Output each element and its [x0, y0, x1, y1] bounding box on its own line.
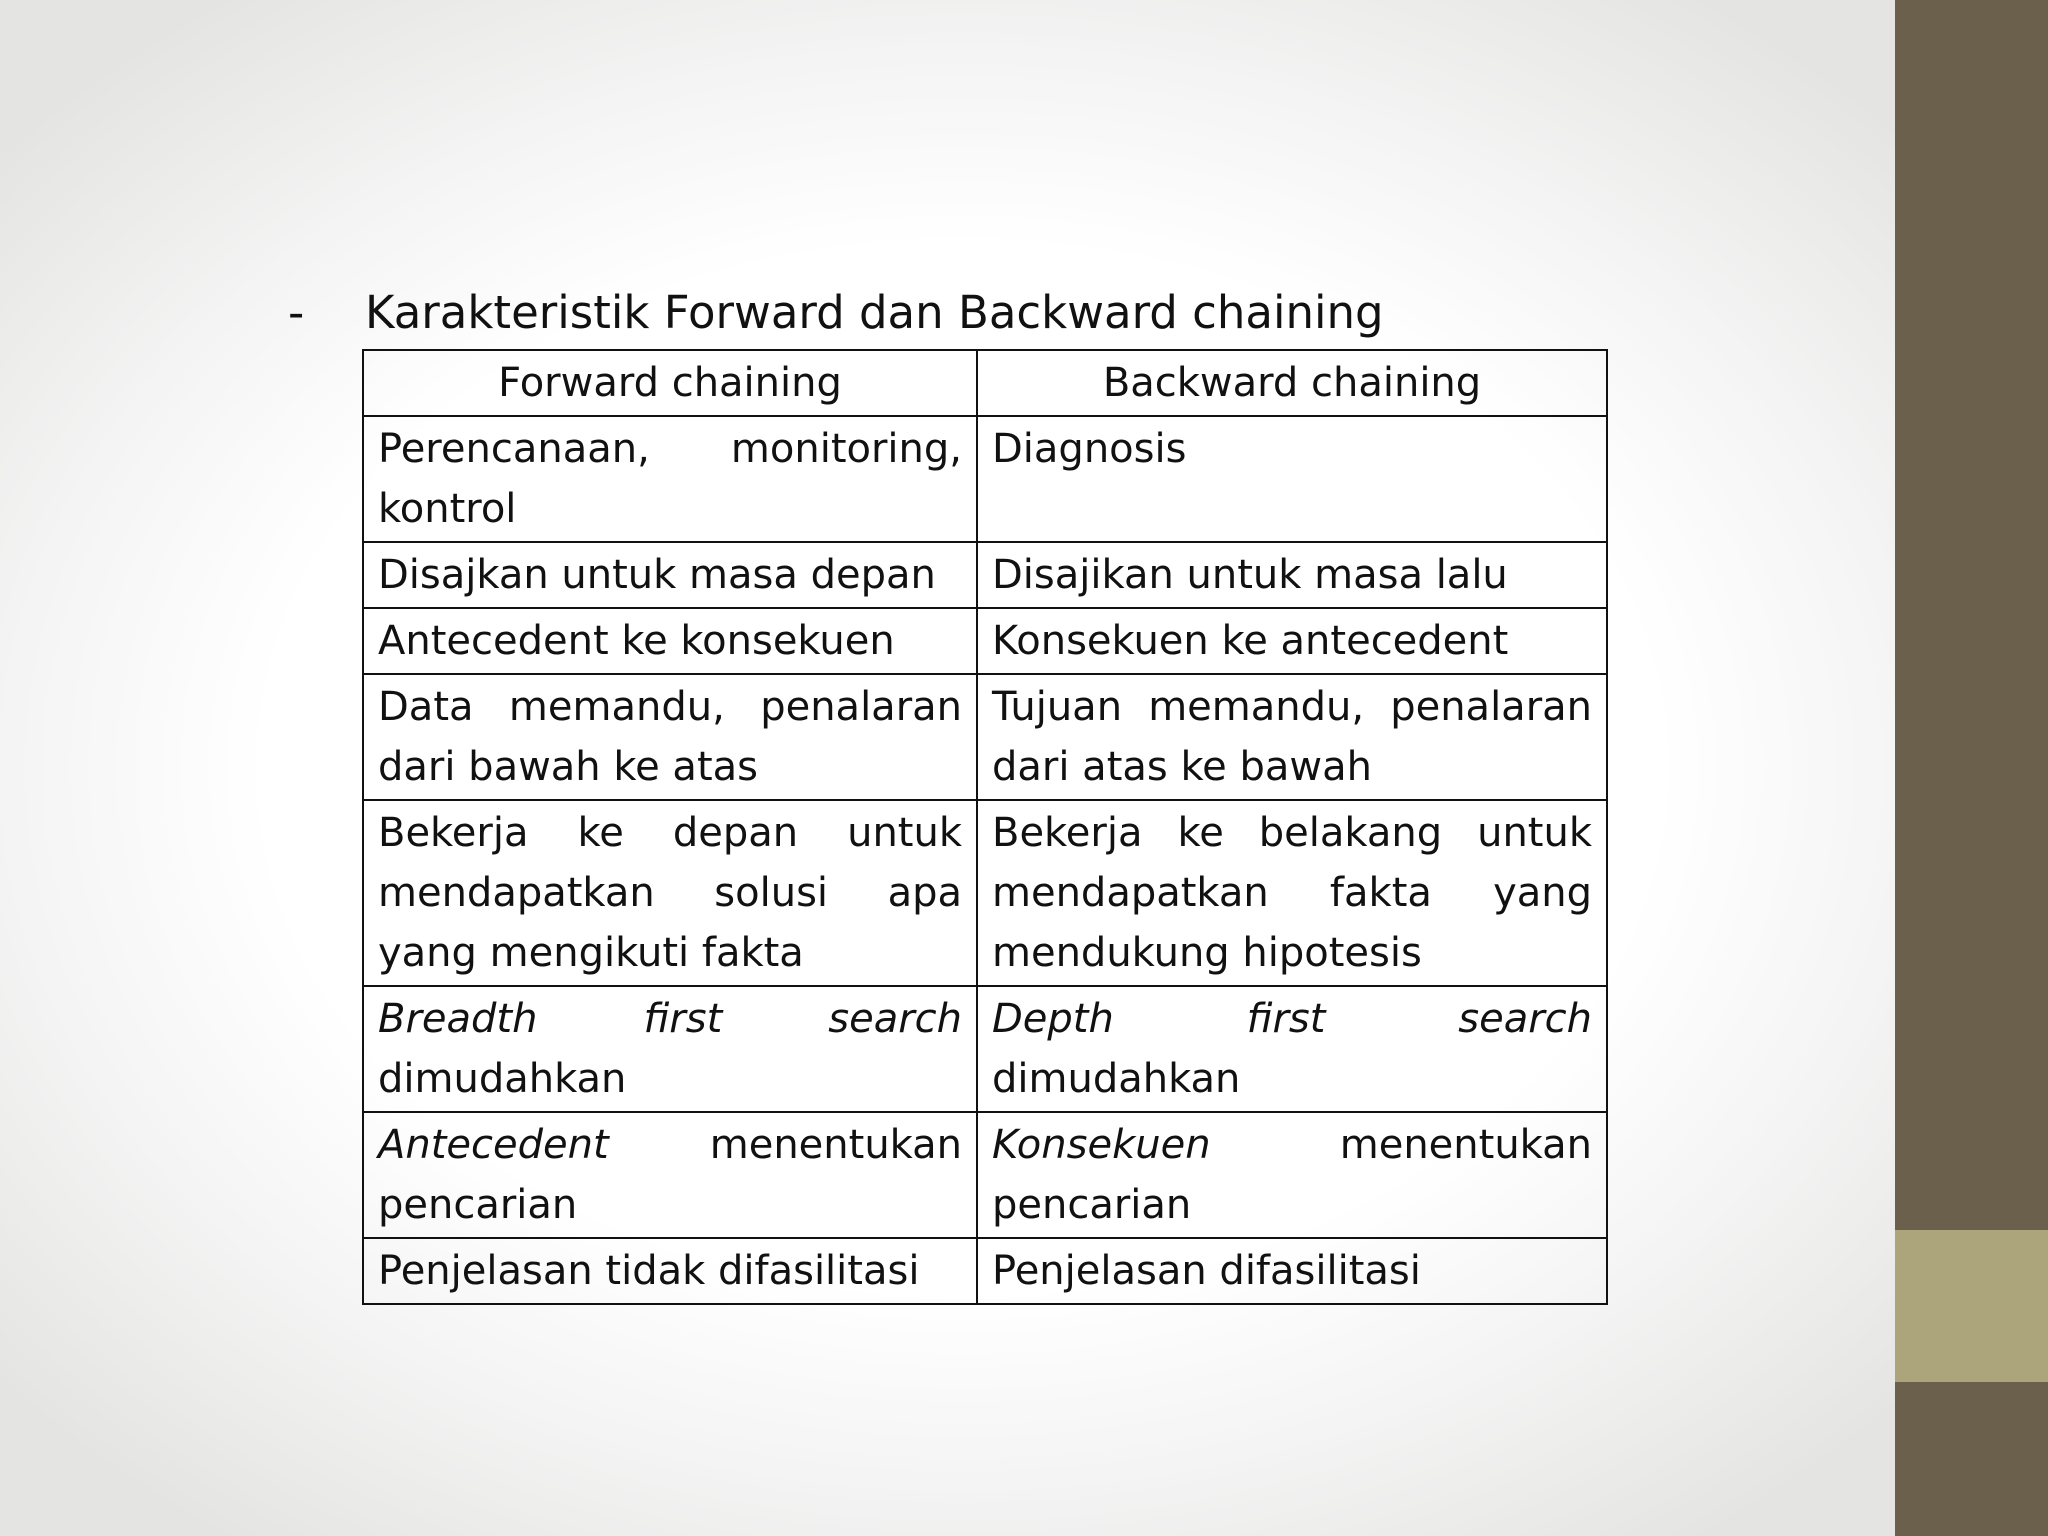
table-row	[363, 1112, 1607, 1238]
slide-heading	[288, 282, 1384, 342]
forward-text: dimudahkan	[378, 1056, 627, 1102]
forward-italic-text: Breadth first search	[378, 996, 962, 1042]
forward-cell: Disajkan untuk masa depan	[363, 542, 977, 608]
comparison-table	[362, 349, 1608, 1305]
table-row	[363, 542, 1607, 608]
table-row	[363, 800, 1607, 986]
comparison-table-container	[362, 349, 1608, 1305]
backward-cell: Diagnosis	[977, 416, 1607, 542]
backward-cell: Penjelasan difasilitasi	[977, 1238, 1607, 1304]
table-row	[363, 608, 1607, 674]
forward-cell	[363, 1112, 977, 1238]
forward-text: menentukan pencarian	[378, 1122, 962, 1228]
backward-cell: Konsekuen ke antecedent	[977, 608, 1607, 674]
backward-text: menentukan pencarian	[992, 1122, 1592, 1228]
table-row	[363, 986, 1607, 1112]
backward-italic-text: Konsekuen	[992, 1122, 1211, 1168]
table-header-row	[363, 350, 1607, 416]
table-row	[363, 416, 1607, 542]
header-forward-chaining: Forward chaining	[363, 350, 977, 416]
forward-cell: Penjelasan tidak difasilitasi	[363, 1238, 977, 1304]
forward-cell: Bekerja ke depan untuk mendapatkan solusi apa yang mengikuti fakta	[363, 800, 977, 986]
backward-cell	[977, 1112, 1607, 1238]
backward-cell: Disajikan untuk masa lalu	[977, 542, 1607, 608]
forward-cell	[363, 986, 977, 1112]
slide-title: Karakteristik Forward dan Backward chaining	[365, 285, 1384, 339]
backward-italic-text: Depth first search	[992, 996, 1592, 1042]
table-row	[363, 674, 1607, 800]
forward-italic-text: Antecedent	[378, 1122, 609, 1168]
backward-cell: Tujuan memandu, penalaran dari atas ke bawah	[977, 674, 1607, 800]
forward-cell: Antecedent ke konsekuen	[363, 608, 977, 674]
decorative-side-bar	[1895, 0, 2048, 1536]
bullet-dash: -	[288, 285, 305, 339]
decorative-side-accent	[1895, 1230, 2048, 1382]
forward-cell: Data memandu, penalaran dari bawah ke atas	[363, 674, 977, 800]
forward-cell: Perencanaan, monitoring, kontrol	[363, 416, 977, 542]
backward-text: dimudahkan	[992, 1056, 1241, 1102]
backward-cell: Bekerja ke belakang untuk mendapatkan fakta yang mendukung hipotesis	[977, 800, 1607, 986]
header-backward-chaining: Backward chaining	[977, 350, 1607, 416]
backward-cell	[977, 986, 1607, 1112]
table-row	[363, 1238, 1607, 1304]
